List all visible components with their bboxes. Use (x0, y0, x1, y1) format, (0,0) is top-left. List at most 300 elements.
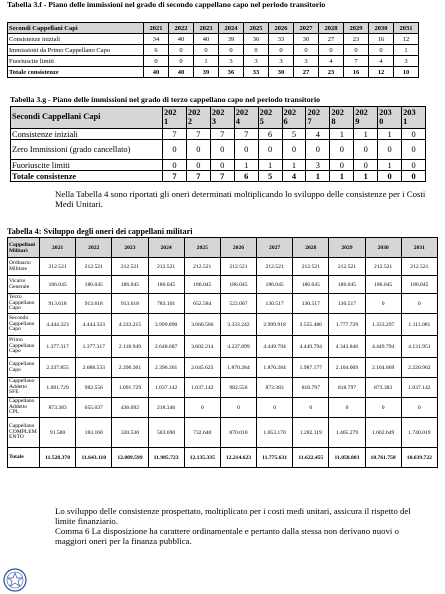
row-value: 0 (210, 160, 234, 171)
row-value: 0 (186, 140, 210, 160)
row-value: 655.037 (76, 398, 112, 418)
year-header-part: 9 (355, 116, 360, 126)
row-value: 1.777.729 (329, 314, 365, 336)
row-value: 0 (186, 160, 210, 171)
row-value: 3 (269, 56, 294, 67)
row-value: 6 (144, 45, 169, 56)
row-value: 212.521 (293, 258, 329, 276)
table-f (7, 22, 419, 78)
row-value: 1 (378, 129, 402, 140)
row-value: 503.690 (148, 418, 184, 448)
year-header-part: 1 (164, 116, 169, 126)
row-value: 4.449.794 (365, 336, 401, 358)
row-value: 12 (369, 67, 394, 78)
paragraph-conclusion (55, 506, 430, 546)
row-value: 2.688.533 (76, 358, 112, 378)
row-value: 0 (369, 45, 394, 56)
table-row (8, 358, 438, 378)
row-value: 0 (163, 160, 187, 171)
row-value: 12 (394, 34, 419, 45)
year-header (378, 107, 402, 129)
row-value: 2.999.918 (257, 314, 293, 336)
row-value: 10 (394, 67, 419, 78)
row-value: 30 (294, 34, 319, 45)
row-label: Totale (8, 448, 40, 468)
year-header-part: 203 (403, 108, 416, 118)
row-value: 186.045 (293, 276, 329, 294)
row-value: 870.010 (220, 418, 256, 448)
row-value: 0 (244, 45, 269, 56)
row-value: 4.237.899 (220, 336, 256, 358)
row-value: 1.282.119 (293, 418, 329, 448)
row-value: 0 (163, 140, 187, 160)
row-value: 0 (378, 171, 402, 182)
row-label: Terzo Cappellano Capo (8, 294, 40, 314)
year-header: 2025 (184, 238, 220, 258)
row-value: 1 (354, 129, 378, 140)
row-value: 0 (269, 45, 294, 56)
row-value: 186.045 (76, 276, 112, 294)
year-header: 2023 (112, 238, 148, 258)
row-value: 0 (365, 398, 401, 418)
row-value: 1.111.081 (401, 314, 437, 336)
table-row (8, 448, 438, 468)
row-value: 1.037.142 (184, 378, 220, 398)
row-value: 2.396.301 (148, 358, 184, 378)
table-row (8, 418, 438, 448)
year-header-part: 202 (235, 108, 249, 118)
table-4 (7, 237, 438, 468)
row-value: 36 (219, 67, 244, 78)
row-label: Cappellano Capo (8, 358, 40, 378)
row-value: 130.517 (293, 294, 329, 314)
row-value: 39 (219, 34, 244, 45)
row-value: 0 (184, 398, 220, 418)
year-header: 2024 (219, 23, 244, 34)
row-value: 2.220.962 (401, 358, 437, 378)
row-value: 186.045 (365, 276, 401, 294)
row-value: 320.530 (112, 418, 148, 448)
row-value: 1.037.142 (401, 378, 437, 398)
table-row (11, 171, 426, 182)
table-4-caption: Tabella 4: Sviluppo degli oneri dei cappellani militari (7, 227, 193, 236)
year-header (306, 107, 330, 129)
table-g (10, 106, 426, 182)
year-header-part: 202 (307, 108, 320, 118)
row-value: 0 (365, 294, 401, 314)
row-value: 27 (319, 34, 344, 45)
year-header: 2027 (294, 23, 319, 34)
year-header-part: 0 (379, 116, 384, 126)
row-value: 7 (234, 129, 258, 140)
row-value: 7 (163, 171, 187, 182)
row-value: 1 (234, 160, 258, 171)
row-value: 11.058.803 (329, 448, 365, 468)
row-value: 34 (144, 34, 169, 45)
row-value: 2.648.687 (148, 336, 184, 358)
row-value: 212.521 (257, 258, 293, 276)
row-value: 3 (219, 56, 244, 67)
table-row (8, 314, 438, 336)
table-row (11, 129, 426, 140)
row-value: 11.643.110 (76, 448, 112, 468)
row-value: 4.131.951 (401, 336, 437, 358)
year-header (234, 107, 258, 129)
row-value: 652.584 (184, 294, 220, 314)
row-value: 3.999.890 (148, 314, 184, 336)
year-header: 2021 (144, 23, 169, 34)
row-value: 0 (169, 56, 194, 67)
row-value: 186.045 (40, 276, 76, 294)
row-value: 40 (169, 34, 194, 45)
header-label: Secondi Cappellani Capi (11, 107, 163, 129)
row-value: 212.521 (40, 258, 76, 276)
row-value: 40 (194, 34, 219, 45)
row-value: 7 (163, 129, 187, 140)
row-value: 783.101 (148, 294, 184, 314)
year-header (258, 107, 282, 129)
row-value: 2.104.069 (329, 358, 365, 378)
row-value: 982.556 (76, 378, 112, 398)
row-value: 5 (282, 129, 306, 140)
row-value: 186.045 (401, 276, 437, 294)
row-value: 10.761.758 (365, 448, 401, 468)
table-row (8, 258, 438, 276)
year-header: 2031 (394, 23, 419, 34)
row-value: 0 (354, 140, 378, 160)
row-value: 212.521 (401, 258, 437, 276)
row-value: 212.521 (76, 258, 112, 276)
row-value: 1.091.729 (112, 378, 148, 398)
table-row (8, 56, 419, 67)
row-label: Vicario Generale (8, 276, 40, 294)
row-value: 818.797 (329, 378, 365, 398)
year-header-part: 7 (307, 116, 312, 126)
table-row (11, 140, 426, 160)
row-value: 1.333.297 (365, 314, 401, 336)
row-value: 218.346 (148, 398, 184, 418)
year-header: 2022 (169, 23, 194, 34)
row-value: 11.622.455 (293, 448, 329, 468)
year-header-part: 202 (259, 108, 273, 118)
row-value: 40 (144, 67, 169, 78)
row-value: 1.377.317 (76, 336, 112, 358)
year-header-part: 8 (331, 116, 336, 126)
row-value: 4 (306, 129, 330, 140)
table-f-caption: Tabella 3.f - Piano delle immissioni nel grado di secondo cappellano capo nel periodo transitorio (7, 0, 326, 9)
row-value: 0 (234, 140, 258, 160)
row-value: 913.618 (40, 294, 76, 314)
row-value: 186.045 (329, 276, 365, 294)
row-value: 23 (344, 34, 369, 45)
header-label: Cappellani Militari (8, 238, 40, 258)
year-header-part: 2 (187, 116, 193, 126)
row-value: 0 (401, 294, 437, 314)
row-value: 186.045 (148, 276, 184, 294)
row-label: Cappellano Addetto CPL (8, 398, 40, 418)
row-label: Fuoriuscite limiti (8, 56, 144, 67)
row-value: 0 (344, 45, 369, 56)
row-value: 818.797 (293, 378, 329, 398)
year-header-part: 203 (379, 108, 392, 118)
row-value: 6 (258, 129, 282, 140)
row-value: 873.383 (40, 398, 76, 418)
row-value: 11.528.370 (40, 448, 76, 468)
row-value: 7 (210, 129, 234, 140)
year-header (186, 107, 210, 129)
row-value: 0 (220, 398, 256, 418)
year-header-part: 1 (403, 116, 408, 126)
year-header: 2027 (257, 238, 293, 258)
row-value: 3 (294, 56, 319, 67)
year-header: 2025 (244, 23, 269, 34)
table-row (8, 294, 438, 314)
row-value: 4.444.323 (40, 314, 76, 336)
row-value: 0 (402, 171, 426, 182)
table-row (8, 45, 419, 56)
row-value: 732.640 (184, 418, 220, 448)
row-label: Fuoriuscite limiti (11, 160, 163, 171)
row-value: 130.517 (257, 294, 293, 314)
year-header (330, 107, 354, 129)
header-label: Secondi Cappellani Capi (8, 23, 144, 34)
paragraph-comma-6: Comma 6 La disposizione ha carattere ordinamentale e pertanto dalla stessa non derivano nuovi o maggiori oneri per la finanza pubblica. (55, 526, 399, 547)
row-value: 7 (344, 56, 369, 67)
row-value: 1 (330, 129, 354, 140)
row-value: 1 (378, 160, 402, 171)
row-value: 0 (258, 140, 282, 160)
row-value: 436.692 (112, 398, 148, 418)
row-value: 183.160 (76, 418, 112, 448)
table-row (8, 34, 419, 45)
row-value: 0 (330, 160, 354, 171)
row-label: Consistenze iniziali (8, 34, 144, 45)
year-header-part: 3 (211, 116, 216, 126)
row-value: 873.383 (257, 378, 293, 398)
year-header: 2030 (365, 238, 401, 258)
row-value: 2.555.486 (293, 314, 329, 336)
year-header: 2030 (369, 23, 394, 34)
row-value: 212.521 (220, 258, 256, 276)
row-value: 1 (194, 56, 219, 67)
year-header: 2026 (269, 23, 294, 34)
row-value: 11.775.631 (257, 448, 293, 468)
row-label: Secondo Cappellano Capo (8, 314, 40, 336)
table-row (8, 398, 438, 418)
row-value: 33 (244, 67, 269, 78)
row-value: 130.517 (329, 294, 365, 314)
row-value: 4.449.794 (257, 336, 293, 358)
year-header: 2029 (344, 23, 369, 34)
row-value: 1.037.142 (148, 378, 184, 398)
row-value: 522.067 (220, 294, 256, 314)
row-value: 6 (234, 171, 258, 182)
row-value: 7 (186, 129, 210, 140)
row-value: 1.377.317 (40, 336, 76, 358)
table-row (11, 160, 426, 171)
row-value: 36 (244, 34, 269, 45)
row-value: 1 (282, 160, 306, 171)
row-value: 913.618 (76, 294, 112, 314)
year-header-part: 6 (283, 116, 288, 126)
row-value: 3 (306, 160, 330, 171)
year-header: 2028 (293, 238, 329, 258)
row-value: 7 (186, 171, 210, 182)
row-value: 2.118.949 (112, 336, 148, 358)
row-value: 0 (257, 398, 293, 418)
year-header: 2024 (148, 238, 184, 258)
row-value: 2.337.855 (40, 358, 76, 378)
row-value: 4 (369, 56, 394, 67)
row-value: 0 (210, 140, 234, 160)
row-label: Totale consistenze (8, 67, 144, 78)
row-value: 0 (402, 129, 426, 140)
row-value: 1.091.729 (40, 378, 76, 398)
row-value: 212.521 (148, 258, 184, 276)
row-value: 11.985.723 (148, 448, 184, 468)
row-value: 186.045 (112, 276, 148, 294)
row-value: 0 (319, 45, 344, 56)
row-value: 1.740.019 (401, 418, 437, 448)
row-value: 3.666.566 (184, 314, 220, 336)
table-row (8, 336, 438, 358)
row-value: 39 (194, 67, 219, 78)
row-value: 5 (258, 171, 282, 182)
row-value: 4.333.215 (112, 314, 148, 336)
row-value: 3.333.242 (220, 314, 256, 336)
row-value: 1.870.284 (220, 358, 256, 378)
year-header-part: 4 (235, 116, 240, 126)
row-value: 0 (293, 398, 329, 418)
row-value: 3 (394, 56, 419, 67)
year-header (210, 107, 234, 129)
row-value: 2.396.301 (112, 358, 148, 378)
row-value: 0 (194, 45, 219, 56)
year-header-part: 202 (164, 108, 177, 118)
year-header (354, 107, 378, 129)
row-value: 4.343.846 (329, 336, 365, 358)
row-value: 0 (219, 45, 244, 56)
row-value: 7 (210, 171, 234, 182)
year-header-part: 5 (259, 116, 264, 126)
year-header: 2031 (401, 238, 437, 258)
row-value: 186.045 (184, 276, 220, 294)
row-value: 4.449.794 (293, 336, 329, 358)
row-value: 4 (282, 171, 306, 182)
row-value: 212.521 (329, 258, 365, 276)
row-value: 1 (258, 160, 282, 171)
row-value: 873.383 (365, 378, 401, 398)
row-value: 33 (269, 34, 294, 45)
row-value: 1 (354, 171, 378, 182)
year-header: 2029 (329, 238, 365, 258)
row-value: 1 (306, 171, 330, 182)
row-value: 0 (144, 56, 169, 67)
row-value: 2.045.623 (184, 358, 220, 378)
row-value: 12.009.599 (112, 448, 148, 468)
year-header (282, 107, 306, 129)
row-value: 0 (329, 398, 365, 418)
year-header-part: 202 (331, 108, 344, 118)
row-value: 0 (354, 160, 378, 171)
republic-seal-icon (2, 568, 28, 592)
row-value: 0 (401, 398, 437, 418)
table-row (8, 276, 438, 294)
row-value: 27 (294, 67, 319, 78)
paragraph-table4-intro: Nella Tabella 4 sono riportati gli oneri determinati moltiplicando lo sviluppo delle consistenze per i Costi Medi Unitari. (55, 189, 426, 210)
row-value: 1 (330, 171, 354, 182)
row-value: 0 (378, 140, 402, 160)
table-row (8, 378, 438, 398)
row-value: 0 (282, 140, 306, 160)
row-value: 212.521 (112, 258, 148, 276)
row-value: 91.580 (40, 418, 76, 448)
year-header-part: 202 (187, 108, 201, 118)
row-value: 10.639.722 (401, 448, 437, 468)
row-value: 4.444.323 (76, 314, 112, 336)
year-header (402, 107, 426, 129)
year-header-part: 202 (355, 108, 368, 118)
row-label: Consistenze iniziali (11, 129, 163, 140)
year-header: 2028 (319, 23, 344, 34)
row-value: 982.556 (220, 378, 256, 398)
row-value: 12.214.623 (220, 448, 256, 468)
year-header: 2023 (194, 23, 219, 34)
row-value: 16 (344, 67, 369, 78)
year-header-part: 202 (211, 108, 225, 118)
row-value: 212.521 (184, 258, 220, 276)
row-value: 0 (306, 140, 330, 160)
row-value: 4 (319, 56, 344, 67)
row-value: 0 (169, 45, 194, 56)
paragraph-limit: Lo sviluppo delle consistenze prospettato, moltiplicato per i costi medi unitari, assicura il rispetto del limite finanziario. (55, 506, 411, 527)
table-row (8, 67, 419, 78)
row-value: 2.104.069 (365, 358, 401, 378)
year-header-part: 202 (283, 108, 297, 118)
year-header: 2026 (220, 238, 256, 258)
row-value: 40 (169, 67, 194, 78)
row-value: 186.045 (220, 276, 256, 294)
row-label: Cappellano COMPLEM ENTO (8, 418, 40, 448)
row-label: Totale consistenze (11, 171, 163, 182)
row-value: 0 (402, 160, 426, 171)
year-header (163, 107, 187, 129)
row-value: 1.465.279 (329, 418, 365, 448)
row-value: 16 (369, 34, 394, 45)
row-label: Primo Cappellano Capo (8, 336, 40, 358)
row-value: 3.602.214 (184, 336, 220, 358)
row-value: 12.135.335 (184, 448, 220, 468)
row-value: 1.870.284 (257, 358, 293, 378)
year-header: 2022 (76, 238, 112, 258)
row-value: 1 (394, 45, 419, 56)
row-value: 23 (319, 67, 344, 78)
table-g-caption: Tabella 3.g - Piano delle immissioni nel grado di terzo cappellano capo nel periodo transitorio (10, 95, 321, 104)
row-label: Ordinario Militare (8, 258, 40, 276)
row-value: 30 (269, 67, 294, 78)
row-label: Zero Immissioni (grado cancellato) (11, 140, 163, 160)
row-value: 1.987.177 (293, 358, 329, 378)
row-value: 1.602.649 (365, 418, 401, 448)
row-value: 0 (294, 45, 319, 56)
row-value: 0 (402, 140, 426, 160)
row-value: 186.045 (257, 276, 293, 294)
row-value: 0 (330, 140, 354, 160)
row-label: Cappellano Addetto SFE (8, 378, 40, 398)
row-value: 212.521 (365, 258, 401, 276)
row-value: 3 (244, 56, 269, 67)
year-header: 2021 (40, 238, 76, 258)
